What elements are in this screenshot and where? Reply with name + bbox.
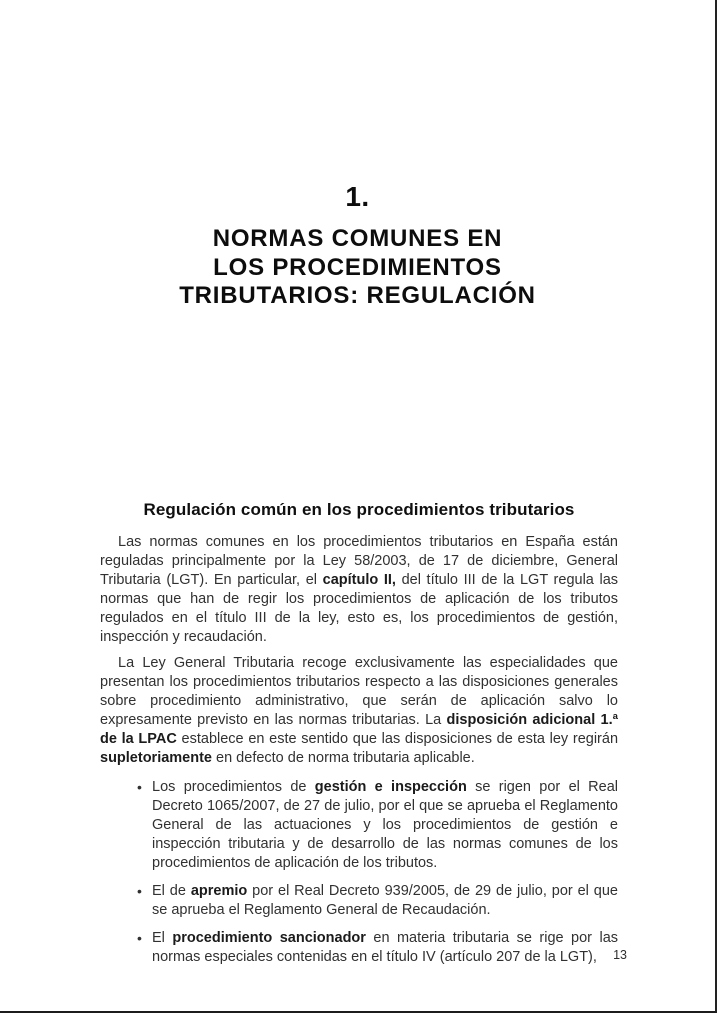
chapter-number: 1. [345,181,370,212]
section-heading: Regulación común en los procedimientos tributarios [143,500,575,519]
list-item-sancionador [100,929,618,967]
chapter-title-line-3: TRIBUTARIOS: REGULACIÓN [179,282,536,309]
list-item-text: El de apremio por el Real Decreto 939/2005, de 29 de julio, por el que se aprueba el Reglamento General de Recaudación. [152,883,618,918]
paragraph-1: Las normas comunes en los procedimientos tributarios en España están reguladas principalmente por la Ley 58/2003, de 17 de diciembre, General Tributaria (LGT). En particular, el capítulo II, del título III de la LGT regula las normas que han de regir los procedimientos de aplicación de los tributos regulados en el título III de la ley, esto es, los procedimientos de gestión, inspección y recaudación. [100,534,619,645]
chapter-title-line-2: LOS PROCEDIMIENTOS [213,253,502,281]
chapter-title [0,225,715,311]
bullet-marker: • [137,930,142,946]
chapter-title-line-1: NORMAS COMUNES EN [212,225,503,252]
list-item-gestion-inspeccion [100,778,618,873]
bullet-marker: • [137,779,142,795]
chapter-heading [0,181,715,311]
list-item-text: Los procedimientos de gestión e inspección se rigen por el Real Decreto 1065/2007, de 27 de julio, por el que se aprueba el Reglamento General de las actuaciones y los procedimientos de gestión e inspección tributaria y de desarrollo de las normas comunes de los procedimientos de aplicación de los tributos. [152,779,619,871]
bullet-marker: • [137,883,142,899]
page-content [100,500,618,976]
paragraph-2: La Ley General Tributaria recoge exclusivamente las especialidades que presentan los procedimientos tributarios respecto a las disposiciones generales sobre procedimiento administrativo, que serán de aplicación salvo lo expresamente previsto en las normas tributarias. La disposición adicional 1.ª de la LPAC establece en este sentido que las disposiciones de esta ley regirán supletoriamente en defecto de norma tributaria aplicable. [100,655,619,766]
bullet-list [100,778,618,967]
page-number: 13 [613,948,627,962]
list-item-apremio [100,882,618,920]
list-item-text: El procedimiento sancionador en materia tributaria se rige por las normas especiales contenidas en el título IV (artículo 207 de la LGT), [152,930,619,965]
